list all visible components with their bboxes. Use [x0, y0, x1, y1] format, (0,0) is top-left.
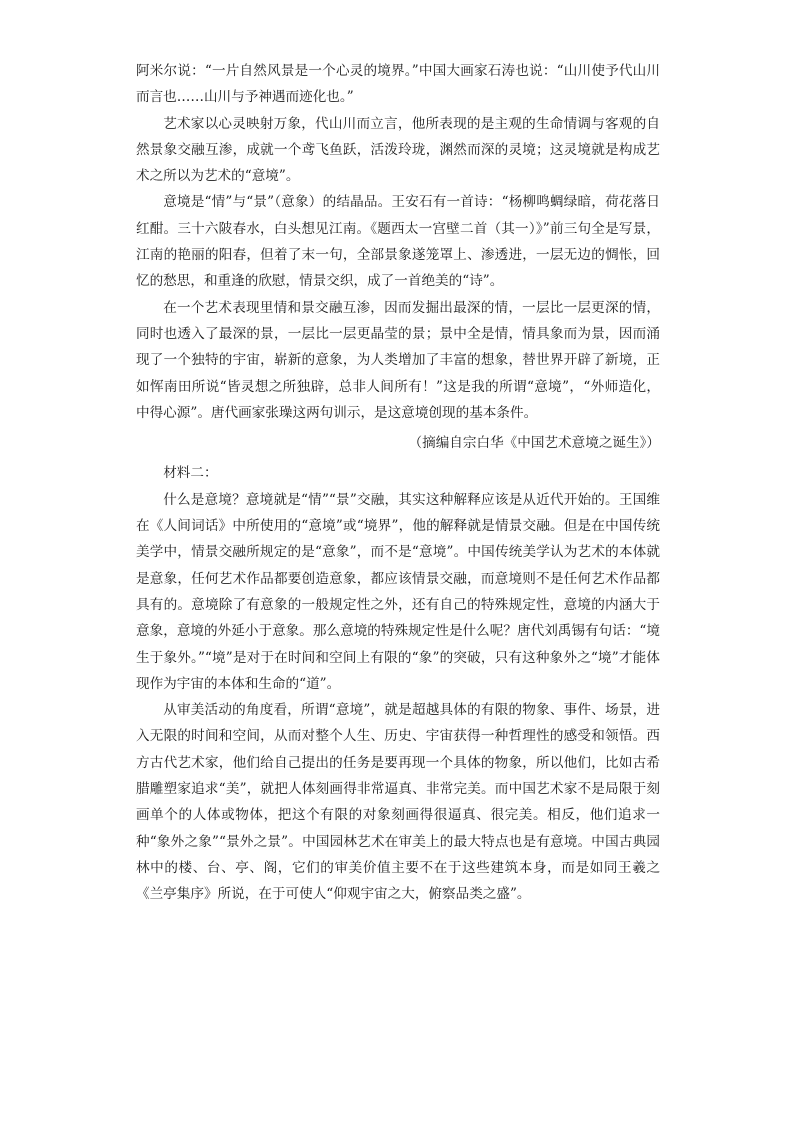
paragraph-quote: 阿米尔说：“一片自然风景是一个心灵的境界。”中国大画家石涛也说：“山川使予代山川而言也……山川与予神遇而迹化也。”: [136, 63, 660, 106]
paragraph-wang-anshi: 意境是“情”与“景”（意象）的结晶品。王安石有一首诗：“杨柳鸣蜩绿暗，荷花落日红酣。三十六陂春水，白头想见江南。《题西太一宫壁二首（其一）》”前三句全是写景，江南的艳丽的阳春，但着了末一句，全部景象遂笼罩上、渗透进，一层无边的惆怅，回忆的愁思，和重逢的欣慰，情景交织，成了一首绝美的“诗”。: [136, 194, 660, 290]
material-two-label: 材料二：: [163, 465, 218, 482]
paragraph-aesthetic-activity: 从审美活动的角度看，所谓“意境”，就是超越具体的有限的物象、事件、场景，进入无限的时间和空间，从而对整个人生、历史、宇宙获得一种哲理性的感受和领悟。西方古代艺术家，他们给自己提出的任务是要再现一个具体的物象，所以他们，比如古希腊雕塑家追求“美”，就把人体刻画得非常逼真、非常完美。而中国艺术家不是局限于刻画单个的人体或物体，把这个有限的对象刻画得很逼真、很完美。相反，他们追求一种“象外之象”“景外之景”。中国园林艺术在审美上的最大特点也是有意境。中国古典园林中的楼、台、亭、阁，它们的审美价值主要不在于这些建筑本身，而是如同王羲之《兰亭集序》所说，在于可使人“仰观宇宙之大，俯察品类之盛”。: [136, 702, 660, 903]
source-citation: （摘编自宗白华《中国艺术意境之诞生》）: [408, 435, 660, 452]
paragraph-artist-soul: 艺术家以心灵映射万象，代山川而立言，他所表现的是主观的生命情调与客观的自然景象交融互渗，成就一个鸢飞鱼跃，活泼玲珑，渊然而深的灵境；这灵境就是构成艺术之所以为艺术的“意境”。: [136, 115, 660, 185]
paragraph-fusion: 在一个艺术表现里情和景交融互渗，因而发掘出最深的情，一层比一层更深的情，同时也透入了最深的景，一层比一层更晶莹的景；景中全是情，情具象而为景，因而涌现了一个独特的宇宙，崭新的意象，为人类增加了丰富的想象，替世界开辟了新境，正如恽南田所说“皆灵想之所独辟，总非人间所有！”这是我的所谓“意境”，“外师造化，中得心源”。唐代画家张璪这两句训示，是这意境创现的基本条件。: [136, 299, 660, 421]
paragraph-what-is-yijing: 什么是意境？意境就是“情”“景”交融，其实这种解释应该是从近代开始的。王国维在《人间词话》中所使用的“意境”或“境界”，他的解释就是情景交融。但是在中国传统美学中，情景交融所规定的是“意象”，而不是“意境”。中国传统美学认为艺术的本体就是意象，任何艺术作品都要创造意象，都应该情景交融，而意境则不是任何艺术作品都具有的。意境除了有意象的一般规定性之外，还有自己的特殊规定性，意境的内涵大于意象，意境的外延小于意象。那么意境的特殊规定性是什么呢？唐代刘禹锡有句话：“境生于象外。”“境”是对于在时间和空间上有限的“象”的突破，只有这种象外之“境”才能体现作为宇宙的本体和生命的“道”。: [136, 491, 660, 692]
document-page: [136, 58, 660, 908]
